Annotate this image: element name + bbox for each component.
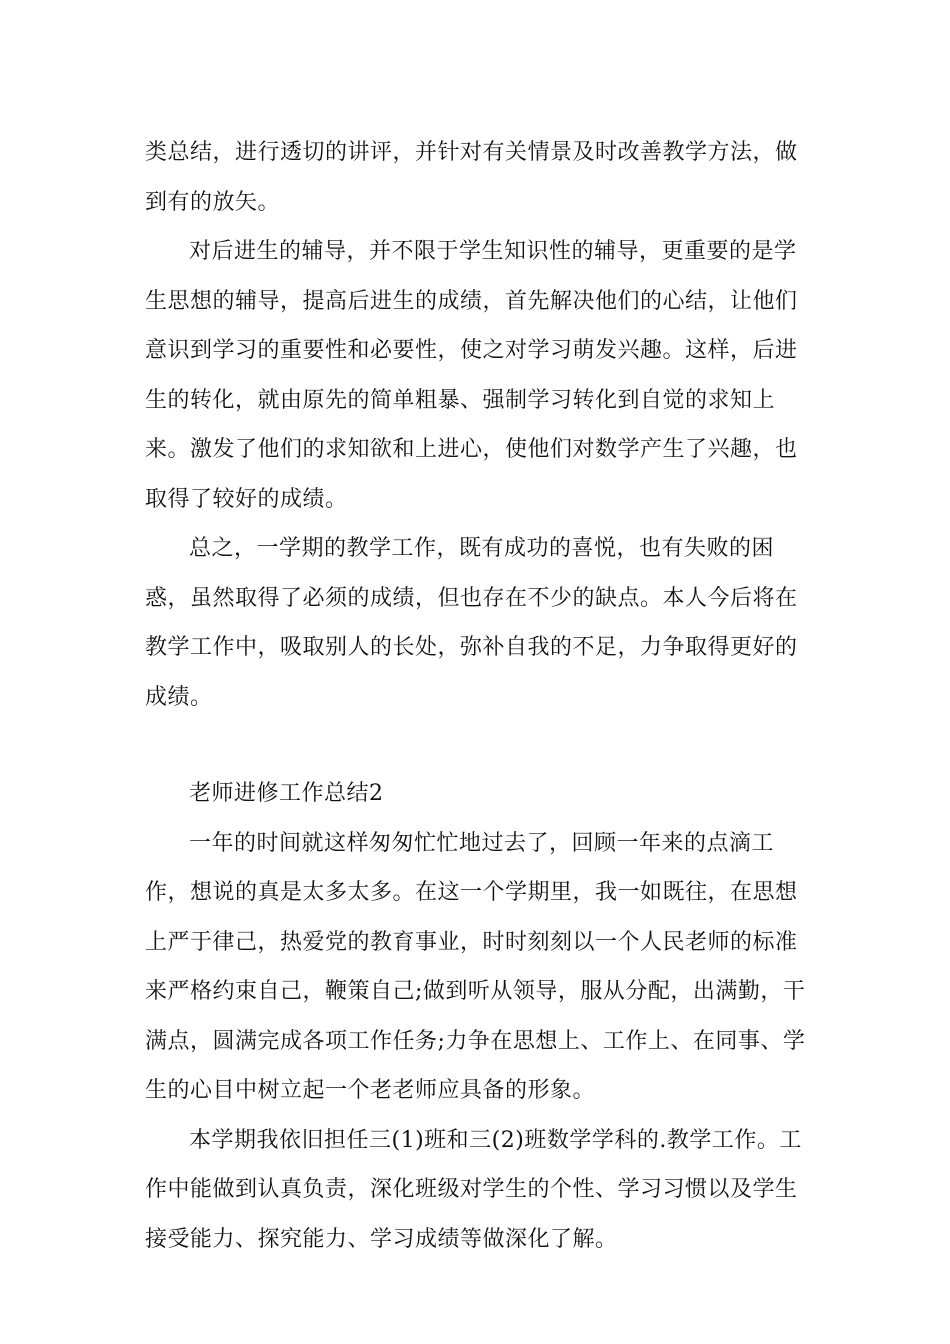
paragraph-remedial-tutoring: 对后进生的辅导，并不限于学生知识性的辅导，更重要的是学生思想的辅导，提高后进生的成绩，首先解决他们的心结，让他们意识到学习的重要性和必要性，使之对学习萌发兴趣。这样，后进生的转化，就由原先的简单粗暴、强制学习转化到自觉的求知上来。激发了他们的求知欲和上进心，使他们对数学产生了兴趣，也取得了较好的成绩。 [145, 239, 798, 512]
paragraph-semester-duties: 本学期我依旧担任三(1)班和三(2)班数学学科的.教学工作。工作中能做到认真负责，深化班级对学生的个性、学习习惯以及学生接受能力、探究能力、学习成绩等做深化了解。 [145, 1127, 802, 1252]
paragraph-year-review: 一年的时间就这样匆匆忙忙地过去了，回顾一年来的点滴工作，想说的真是太多太多。在这一个学期里，我一如既往，在思想上严于律己，热爱党的教育事业，时时刻刻以一个人民老师的标准来严格约束自己，鞭策自己;做到听从领导，服从分配，出满勤，干满点，圆满完成各项工作任务;力争在思想上、工作上、在同事、学生的心目中树立起一个老老师应具备的形象。 [145, 830, 806, 1103]
paragraph-continuation: 类总结，进行透切的讲评，并针对有关情景及时改善教学方法，做到有的放矢。 [145, 140, 798, 215]
paragraph-conclusion: 总之，一学期的教学工作，既有成功的喜悦，也有失败的困惑，虽然取得了必须的成绩，但也存在不少的缺点。本人今后将在教学工作中，吸取别人的长处，弥补自我的不足，力争取得更好的成绩。 [145, 536, 798, 710]
document-body [145, 128, 815, 1264]
section-title: 老师进修工作总结2 [189, 781, 384, 806]
